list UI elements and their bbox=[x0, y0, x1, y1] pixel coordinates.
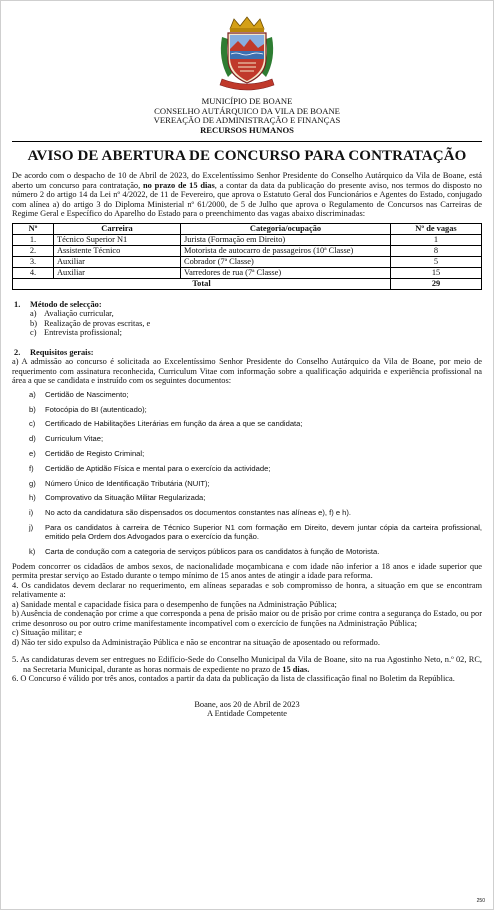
list-item: e) Certidão de Registo Criminal; bbox=[29, 449, 145, 459]
list-item: b) Realização de provas escritas, e bbox=[30, 318, 151, 328]
row-career: Auxiliar bbox=[54, 256, 181, 267]
list-item: c) Entrevista profissional; bbox=[30, 328, 122, 338]
total-value: 29 bbox=[391, 278, 482, 289]
row-number: 3. bbox=[13, 256, 54, 267]
col-career-header: Carreira bbox=[54, 223, 181, 234]
header-divider bbox=[12, 141, 482, 142]
table-row bbox=[13, 245, 482, 256]
department-name: VEREAÇÃO DE ADMINISTRAÇÃO E FINANÇAS bbox=[153, 115, 341, 126]
table-total-row bbox=[13, 278, 482, 289]
signing-authority: A Entidade Competente bbox=[206, 709, 287, 719]
submission-deadline: 15 dias. bbox=[282, 664, 310, 674]
deadline-highlight: no prazo de 15 dias bbox=[143, 180, 215, 190]
row-vacancies: 1 bbox=[391, 234, 482, 245]
list-item: h) Comprovativo da Situação Militar Regularizada; bbox=[29, 493, 206, 503]
municipal-coat-of-arms-icon bbox=[216, 15, 278, 95]
list-item: b) Fotocópia do BI (autenticado); bbox=[29, 404, 147, 414]
list-item: k) Carta de condução com a categoria de serviços públicos para os candidatos à função de Motorista. bbox=[29, 546, 380, 556]
notice-title: AVISO DE ABERTURA DE CONCURSO PARA CONTRATAÇÃO bbox=[27, 148, 467, 165]
row-number: 4. bbox=[13, 267, 54, 278]
required-documents-list bbox=[12, 390, 482, 556]
signature-block bbox=[12, 700, 482, 719]
eligibility-paragraph: Podem concorrer os cidadãos de ambos sexos, de nacionalidade moçambicana e com idade não inferior a 18 anos e idade superior que permita prestar serviço ao Estado durante o tempo mínimo de 15 anos antes de atingir a idade para reforma. bbox=[12, 561, 482, 581]
table-row bbox=[13, 267, 482, 278]
council-name: CONSELHO AUTÁRQUICO DA VILA DE BOANE bbox=[154, 105, 340, 116]
table-header-row bbox=[13, 223, 482, 234]
list-item: i) No acto da candidatura são dispensados os documentos constantes nas alíneas e), f) e h). bbox=[29, 508, 352, 518]
row-career: Técnico Superior N1 bbox=[54, 234, 181, 245]
submission-paragraph: 5. As candidaturas devem ser entregues no Edifício-Sede do Conselho Municipal da Vila de Boane, sito na rua Agostinho Neto, n.º 02, RC, na Secretaria Municipal, durante as horas normais de expediente no prazo de 15 dias. bbox=[12, 655, 482, 674]
row-vacancies: 8 bbox=[391, 245, 482, 256]
page-number: 250 bbox=[476, 898, 485, 904]
list-item: c) Certificado de Habilitações Literárias em função da área a que se candidata; bbox=[29, 419, 303, 429]
unit-name: RECURSOS HUMANOS bbox=[200, 124, 294, 135]
col-vacancies-header: Nº de vagas bbox=[391, 223, 482, 234]
letterhead bbox=[12, 97, 482, 135]
declaration-item: a) Sanidade mental e capacidade física para o desempenho de funções na Administração Pública; bbox=[12, 599, 337, 609]
declaration-item: b) Ausência de condenação por crime a que corresponda a pena de prisão maior ou de prisão por crime contra a segurança do Estado, ou por crime desonroso ou por outro crime manifestamente incompatível com o exercício de funções na Administração Pública; bbox=[12, 609, 482, 628]
total-label: Total bbox=[13, 278, 391, 289]
requirements-intro: a) A admissão ao concurso é solicitada ao Excelentíssimo Senhor Presidente do Conselho Autárquico da Vila de Boane, por meio de requerimento com assinatura reconhecida, Curriculum Vitae com informação sobre a qualificação adquirida e experiência profissional na área a que se candidata e instruído com os seguintes documentos: bbox=[12, 357, 482, 386]
section-1-heading: 1. Método de selecção: bbox=[14, 299, 102, 309]
municipality-name: MUNICÍPIO DE BOANE bbox=[201, 96, 293, 106]
section-2-heading: 2. Requisitos gerais: bbox=[14, 347, 94, 357]
row-number: 1. bbox=[13, 234, 54, 245]
list-item: d) Curriculum Vitae; bbox=[29, 434, 104, 444]
place-date: Boane, aos 20 de Abril de 2023 bbox=[194, 699, 300, 709]
col-number-header: Nº bbox=[13, 223, 54, 234]
declaration-intro: 4. Os candidatos devem declarar no requerimento, em alíneas separadas e sob compromisso de honra, a situação em que se encontram relativamente a: bbox=[12, 580, 482, 600]
row-category: Varredores de rua (7ª Classe) bbox=[181, 267, 391, 278]
intro-paragraph: De acordo com o despacho de 10 de Abril de 2023, do Excelentíssimo Senhor Presidente do Conselho Autárquico da Vila de Boane, está aberto um concurso para contratação, no prazo de 15 dias, a contar da data da publicação do presente aviso, nos termos do disposto no número 2 do artigo 14 da Lei nº 4/2022, de 11 de Fevereiro, que aprova o Estatuto Geral dos Funcionários e Agentes do Estado, conjugado com alínea a) do artigo 3 do Diploma Ministerial nº 61/2000, de 5 de Julho que aprova o Regulamento de Concursos nas Carreiras de Regime Geral e Específico do Aparelho do Estado para o preenchimento das vagas abaixo discriminadas: bbox=[12, 171, 482, 219]
row-vacancies: 5 bbox=[391, 256, 482, 267]
list-item: f) Certidão de Aptidão Física e mental para o exercício da actividade; bbox=[29, 463, 271, 473]
declaration-item: d) Não ter sido expulso da Administração Pública e não se encontrar na situação de aposentado ou reformado. bbox=[12, 637, 380, 647]
row-category: Cobrador (7ª Classe) bbox=[181, 256, 391, 267]
list-item: a) Certidão de Nascimento; bbox=[29, 389, 129, 399]
list-item: g) Número Único de Identificação Tributária (NUIT); bbox=[29, 478, 210, 488]
row-category: Jurista (Formação em Direito) bbox=[181, 234, 391, 245]
row-career: Auxiliar bbox=[54, 267, 181, 278]
vacancies-table bbox=[12, 223, 482, 290]
table-row bbox=[13, 234, 482, 245]
declaration-item: c) Situação militar; e bbox=[12, 628, 82, 638]
row-number: 2. bbox=[13, 245, 54, 256]
row-vacancies: 15 bbox=[391, 267, 482, 278]
row-category: Motorista de autocarro de passageiros (10ª Classe) bbox=[181, 245, 391, 256]
list-item: a) Avaliação curricular, bbox=[30, 309, 114, 319]
row-career: Assistente Técnico bbox=[54, 245, 181, 256]
list-item: j) Para os candidatos à carreira de Técnico Superior N1 com formação em Direito, devem juntar cópia da carteira profissional, emitido pela Ordem dos Advogados para o exercício da função. bbox=[29, 523, 482, 542]
table-row bbox=[13, 256, 482, 267]
selection-methods-list bbox=[12, 309, 482, 338]
col-category-header: Categoria/ocupação bbox=[181, 223, 391, 234]
validity-paragraph: 6. O Concurso é válido por três anos, contados a partir da data da publicação da lista de classificação final no Boletim da República. bbox=[12, 674, 455, 684]
